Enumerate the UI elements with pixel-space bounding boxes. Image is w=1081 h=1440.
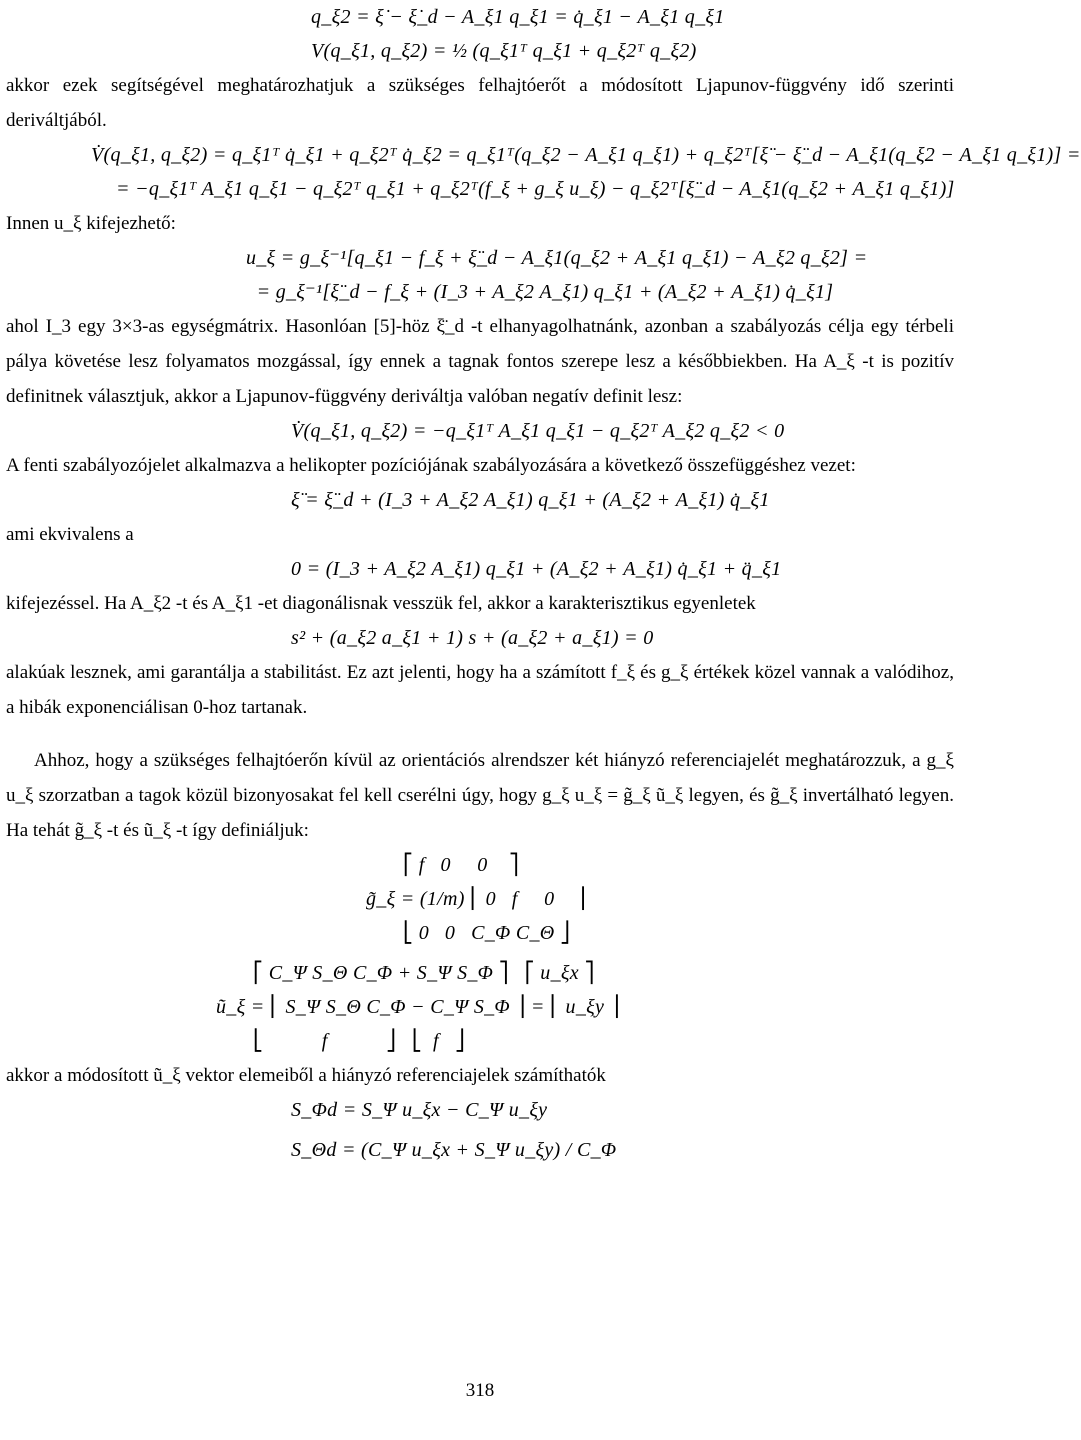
- equation: 0 = (I_3 + A_ξ2 A_ξ1) q_ξ1 + (A_ξ2 + A_ξ1) q̇_ξ1 + q̈_ξ1: [291, 558, 782, 580]
- paragraph: akkor a módosított ũ_ξ vektor elemeiből a hiányzó referenciajelek számíthatók: [6, 1065, 606, 1086]
- equation: V̇(q_ξ1, q_ξ2) = −q_ξ1ᵀ A_ξ1 q_ξ1 − q_ξ2ᵀ A_ξ2 q_ξ2 < 0: [291, 420, 785, 442]
- equation: V̇(q_ξ1, q_ξ2) = q_ξ1ᵀ q̇_ξ1 + q_ξ2ᵀ q̇_ξ2 = q_ξ1ᵀ(q_ξ2 − A_ξ1 q_ξ1) + q_ξ2ᵀ[ξ̈ − ξ̈_d − A_ξ1(q_ξ2 − A_ξ1 q_ξ1)] =: [91, 144, 1081, 166]
- equation: ξ̈ = ξ̈_d + (I_3 + A_ξ2 A_ξ1) q_ξ1 + (A_ξ2 + A_ξ1) q̇_ξ1: [291, 489, 770, 511]
- equation: = g_ξ⁻¹[ξ̈_d − f_ξ + (I_3 + A_ξ2 A_ξ1) q_ξ1 + (A_ξ2 + A_ξ1) q̇_ξ1]: [246, 281, 834, 303]
- equation: q_ξ2 = ξ̇ − ξ̇_d − A_ξ1 q_ξ1 = q̇_ξ1 − A_ξ1 q_ξ1: [311, 6, 725, 28]
- equation: ⎡ C_Ψ S_Θ C_Φ + S_Ψ S_Φ ⎤ ⎡ u_ξx ⎤: [216, 962, 595, 984]
- equation: ũ_ξ = ⎢ S_Ψ S_Θ C_Φ − C_Ψ S_Φ ⎥ = ⎢ u_ξy ⎥: [216, 996, 620, 1018]
- paragraph: Innen u_ξ kifejezhető:: [6, 213, 176, 234]
- paragraph: akkor ezek segítségével meghatározhatjuk a szükséges felhajtóerőt a módosított Ljapunov-függvény idő szerinti deriváltjából.: [6, 75, 954, 131]
- paragraph: alakúak lesznek, ami garantálja a stabilitást. Ez azt jelenti, hogy ha a számított f_ξ és g_ξ értékek közel vannak a valódihoz, a hibák exponenciálisan 0-hoz tartanak.: [6, 662, 954, 718]
- equation: u_ξ = g_ξ⁻¹[q_ξ1 − f_ξ + ξ̈_d − A_ξ1(q_ξ2 + A_ξ1 q_ξ1) − A_ξ2 q_ξ2] =: [246, 247, 868, 269]
- paragraph: ahol I_3 egy 3×3-as egységmátrix. Hasonlóan [5]-höz ξ̈_d -t elhanyagolhatnánk, azonban a szabályozás célja egy térbeli pálya követése lesz folyamatos mozgással, így ennek a tagnak fontos szerepe lesz a későbbiekben. Ha A_ξ -t is pozitív definitnek választjuk, akkor a Ljapunov-függvény deriváltja valóban negatív definit lesz:: [6, 316, 954, 407]
- document-body: [6, 0, 1081, 1167]
- paragraph: kifejezéssel. Ha A_ξ2 -t és A_ξ1 -et diagonálisnak vesszük fel, akkor a karakterisztikus egyenletek: [6, 593, 756, 614]
- equation: ⎣ f ⎦ ⎣ f ⎦: [216, 1030, 466, 1052]
- equation: V(q_ξ1, q_ξ2) = ½ (q_ξ1ᵀ q_ξ1 + q_ξ2ᵀ q_ξ2): [311, 40, 697, 62]
- equation: = −q_ξ1ᵀ A_ξ1 q_ξ1 − q_ξ2ᵀ q_ξ1 + q_ξ2ᵀ(f_ξ + g_ξ u_ξ) − q_ξ2ᵀ[ξ̈_d − A_ξ1(q_ξ2 + A_ξ1 q_ξ1)]: [116, 178, 955, 200]
- page-number: 318: [465, 1380, 495, 1401]
- equation: S_Θd = (C_Ψ u_ξx + S_Ψ u_ξy) / C_Φ: [291, 1139, 617, 1161]
- equation: ⎣ 0 0 C_Φ C_Θ ⎦: [366, 922, 571, 944]
- spacer: [6, 725, 954, 743]
- paragraph: A fenti szabályozójelet alkalmazva a helikopter pozíciójának szabályozására a következő összefüggéshez vezet:: [6, 455, 856, 476]
- equation: g̃_ξ = (1/m) ⎢ 0 f 0 ⎥: [366, 888, 586, 910]
- paragraph: Ahhoz, hogy a szükséges felhajtóerőn kívül az orientációs alrendszer két hiányzó referenciajelét meghatározzuk, a g_ξ u_ξ szorzatban a tagok közül bizonyosakat fel kell cserélni úgy, hogy g_ξ u_ξ = g̃_ξ ũ_ξ legyen, és g̃_ξ invertálható legyen. Ha tehát g̃_ξ -t és ũ_ξ -t így definiáljuk:: [6, 750, 954, 841]
- equation: ⎡ f 0 0 ⎤: [366, 854, 520, 876]
- equation: s² + (a_ξ2 a_ξ1 + 1) s + (a_ξ2 + a_ξ1) = 0: [291, 627, 654, 649]
- paragraph: ami ekvivalens a: [6, 524, 134, 545]
- equation: S_Φd = S_Ψ u_ξx − C_Ψ u_ξy: [291, 1099, 548, 1121]
